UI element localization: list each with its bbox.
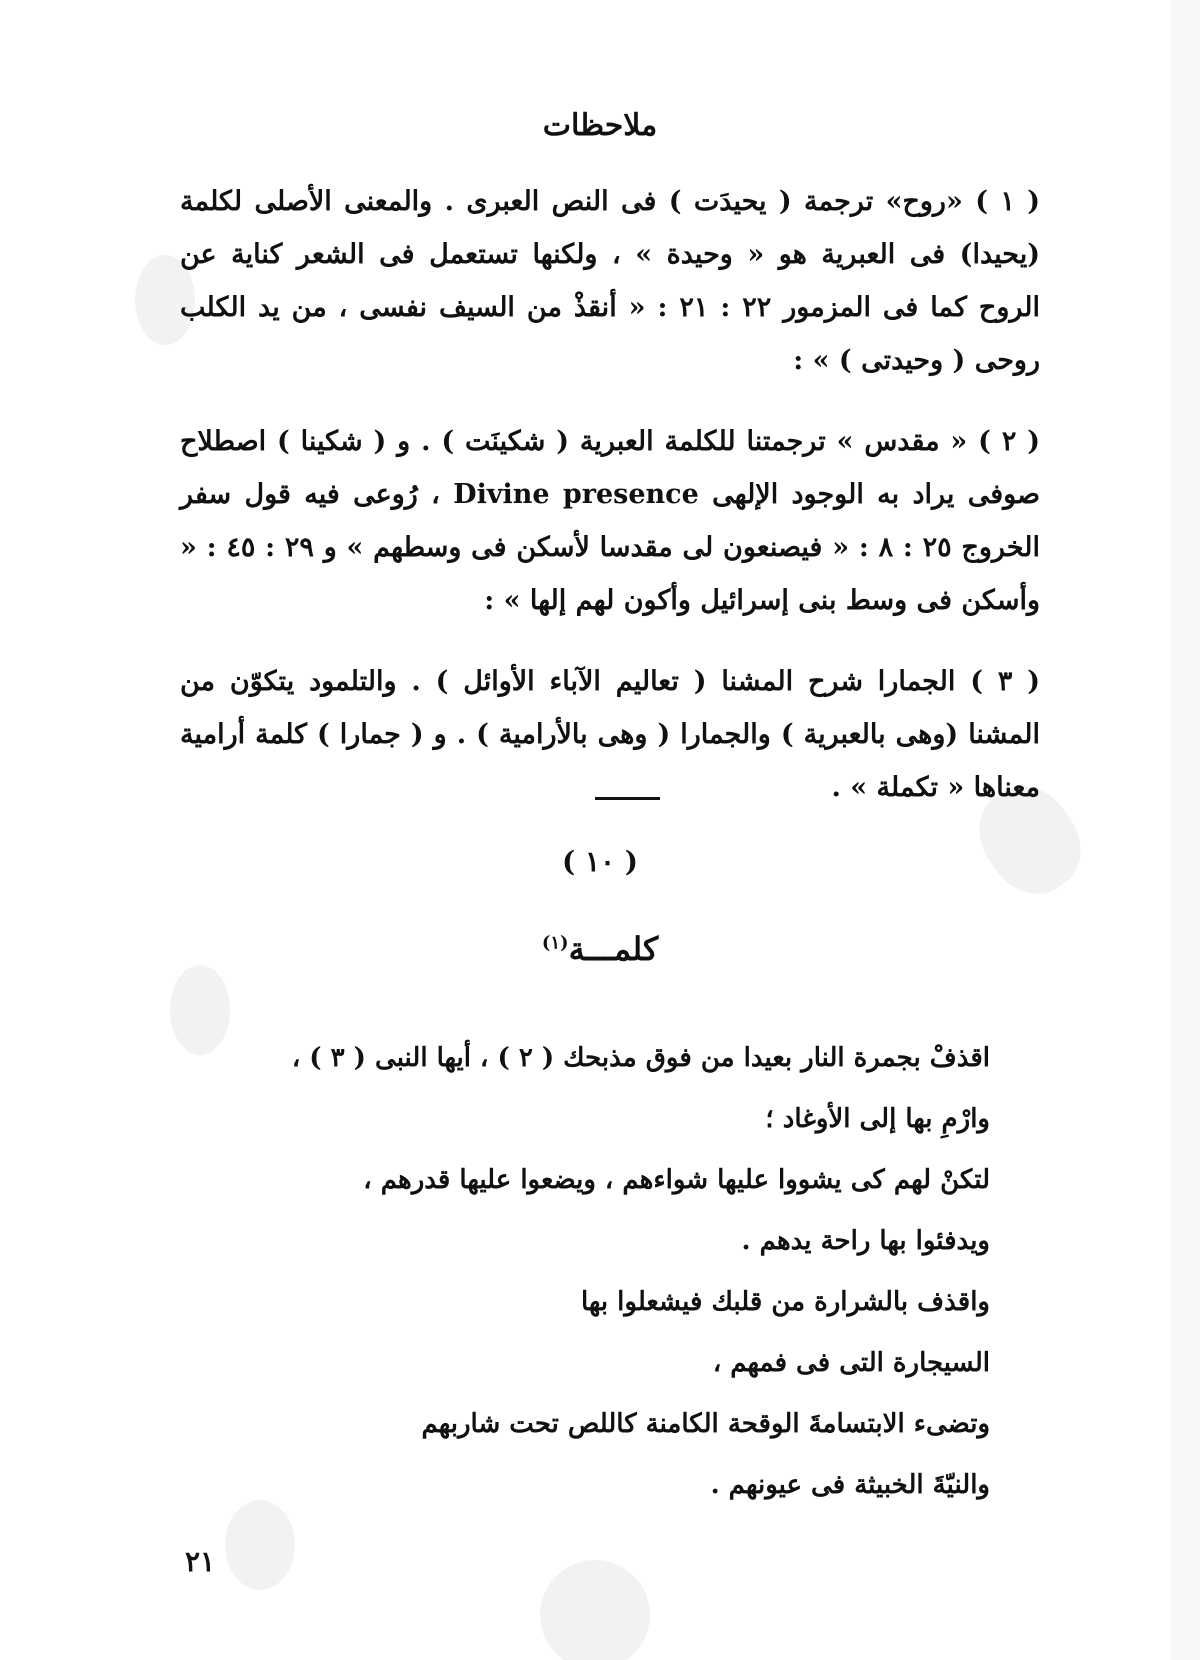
poem-line: لتكنْ لهم كى يشووا عليها شواءهم ، ويضعوا عليها قدرهم ،: [363, 1165, 990, 1195]
note-2: ( ٢ ) « مقدس » ترجمتنا للكلمة العبرية ( شكينَت ) . و ( شكينا ) اصطلاح صوفى يراد به الوجود الإلهى Divine presence ، رُوعى فيه قول سفر الخروج ٢٥ : ٨ : « فيصنعون لى مقدسا لأسكن فى وسطهم » و ٢٩ : ٤٥ : « وأسكن فى وسط بنى إسرائيل وأكون لهم إلها » :: [180, 426, 1040, 616]
poem-body: [291, 1028, 990, 1516]
poem-line: وتضىء الابتسامةَ الوقحة الكامنة كاللص تحت شاربهم: [421, 1409, 990, 1439]
poem-title: [0, 930, 1200, 968]
poem-line: ويدفئوا بها راحة يدهم .: [741, 1226, 990, 1256]
poem-title-text: كلمـــة: [568, 930, 659, 968]
poem-line: السيجارة التى فى فمهم ،: [712, 1348, 990, 1378]
page-edge-shadow: [1170, 0, 1200, 1660]
paper-smudge: [525, 1545, 666, 1660]
notes-section: [180, 175, 1040, 842]
notes-heading: ملاحظات: [542, 108, 658, 143]
section-divider: [595, 797, 660, 800]
note-3: ( ٣ ) الجمارا شرح المشنا ( تعاليم الآباء الأوائل ) . والتلمود يتكوّن من المشنا (وهى بالعبرية ) والجمارا ( وهى بالأرامية ) . و ( جمارا ) كلمة أرامية معناها « تكملة » .: [180, 666, 1040, 803]
poem-number: ( ١٠ ): [561, 845, 639, 878]
paper-smudge: [170, 965, 230, 1055]
page-number: ٢١: [185, 1545, 216, 1578]
poem-title-footnote-ref: (١): [541, 932, 569, 954]
paper-smudge: [225, 1500, 295, 1590]
poem-line: اقذفْ بجمرة النار بعيدا من فوق مذبحك ( ٢ ) ، أيها النبى ( ٣ ) ،: [291, 1043, 990, 1073]
note-1: ( ١ ) «روح» ترجمة ( يحيدَت ) فى النص العبرى . والمعنى الأصلى لكلمة (يحيدا) فى العبرية هو « وحيدة » ، ولكنها تستعمل فى الشعر كناية عن الروح كما فى المزمور ٢٢ : ٢١ : « أنقذْ من السيف نفسى ، من يد الكلب روحى ( وحيدتى ) » :: [180, 186, 1040, 376]
poem-line: وارْمِ بها إلى الأوغاد ؛: [765, 1104, 990, 1134]
poem-line: والنيّةَ الخبيثة فى عيونهم .: [710, 1470, 990, 1500]
poem-line: واقذف بالشرارة من قلبك فيشعلوا بها: [580, 1287, 990, 1317]
